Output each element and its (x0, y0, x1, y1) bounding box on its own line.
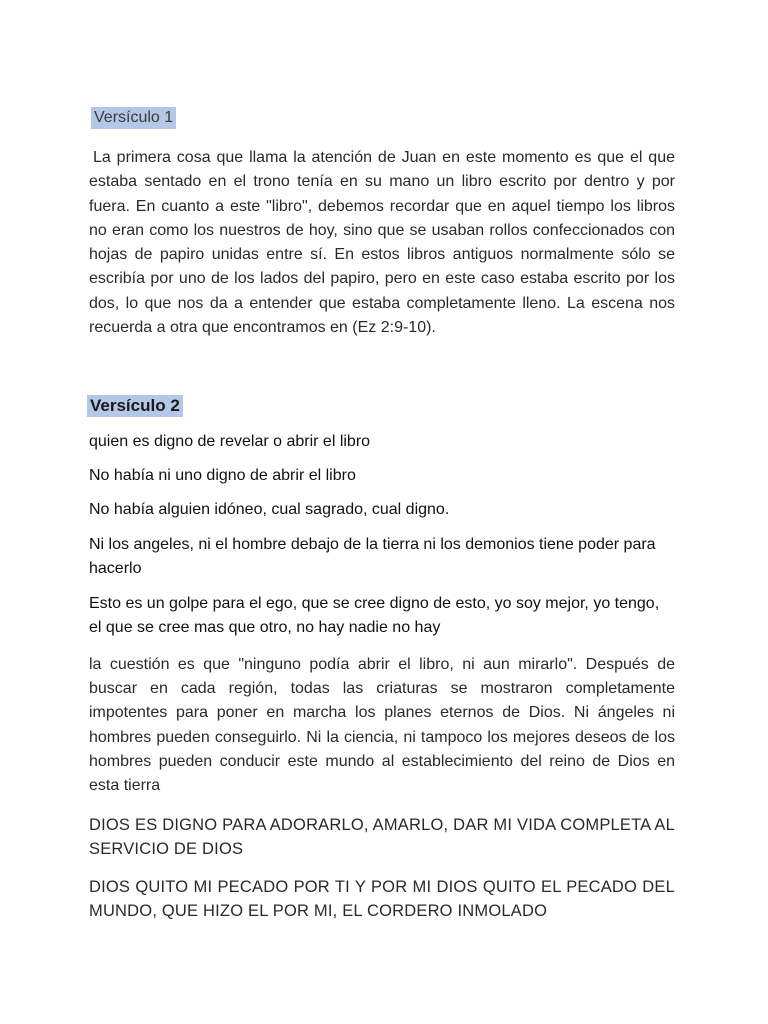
note-line: Esto es un golpe para el ego, que se cree digno de esto, yo soy mejor, yo tengo, el que se cree mas que otro, no hay nadie no hay (89, 595, 660, 636)
note-line: quien es digno de revelar o abrir el libro (89, 433, 371, 450)
heading-versiculo-2-text: Versículo 2 (87, 395, 183, 417)
heading-versiculo-1-text: Versículo 1 (91, 107, 176, 129)
paragraph-versiculo-2: la cuestión es que "ninguno podía abrir el libro, ni aun mirarlo". Después de buscar en cada región, todas las criaturas se mostraron completamente impotentes para poner en marcha los planes eternos de Dios. Ni ángeles ni hombres pueden conseguirlo. Ni la ciencia, ni tampoco los mejores deseos de los hombres pueden conducir este mundo al establecimiento del reino de Dios en esta tierra (89, 656, 675, 795)
heading-versiculo-1 (91, 107, 677, 129)
note-line: No había alguien idóneo, cual sagrado, cual digno. (89, 501, 450, 518)
caps-statement: DIOS ES DIGNO PARA ADORARLO, AMARLO, DAR MI VIDA COMPLETA AL SERVICIO DE DIOS (89, 816, 675, 858)
heading-versiculo-2 (87, 395, 673, 417)
note-line: No había ni uno digno de abrir el libro (89, 467, 356, 484)
paragraph-versiculo-1-text: La primera cosa que llama la atención de Juan en este momento es que el que estaba sentado en el trono tenía en su mano un libro escrito por dentro y por fuera. En cuanto a este "libro", debemos recordar que en aquel tiempo los libros no eran como los nuestros de hoy, sino que se usaban rollos confeccionados con hojas de papiro unidas entre sí. En estos libros antiguos normalmente sólo se escribía por uno de los lados del papiro, pero en este caso estaba escrito por los dos, lo que nos da a entender que estaba completamente lleno. La escena nos recuerda a otra que encontramos en (Ez 2:9-10). (89, 149, 675, 337)
paragraph-versiculo-1 (89, 146, 675, 340)
caps-statement: DIOS QUITO MI PECADO POR TI Y POR MI DIOS QUITO EL PECADO DEL MUNDO, QUE HIZO EL POR MI, EL CORDERO INMOLADO (89, 878, 675, 920)
note-line: Ni los angeles, ni el hombre debajo de la tierra ni los demonios tiene poder para hacerlo (89, 536, 656, 577)
